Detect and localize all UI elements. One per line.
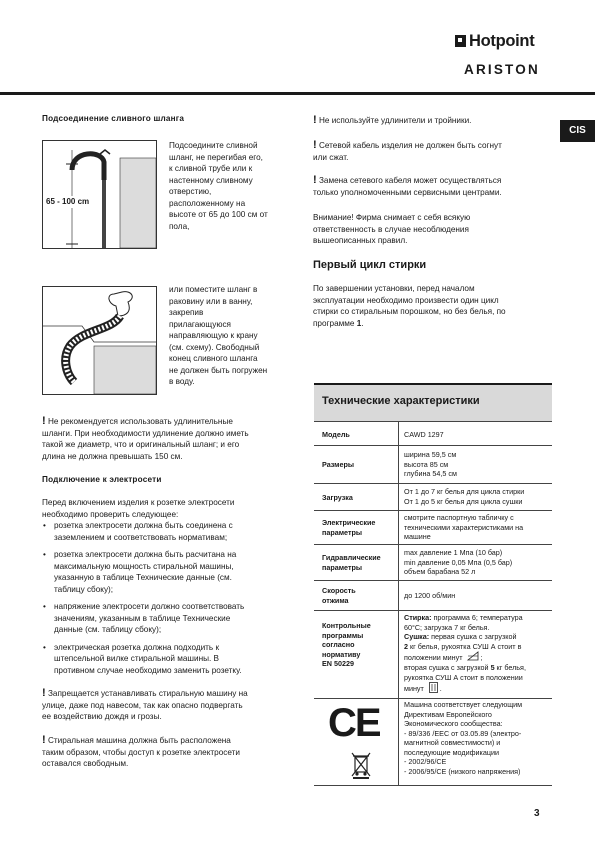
text-line: глубина 54,5 см [404,469,457,478]
text-line: - 2002/96/CE [404,757,447,766]
warning-exclamation-icon: ! [42,687,46,699]
list-item [42,549,312,595]
text-line: стирки со стиральным порошком, но без белья, по [313,307,506,316]
text-line: • электрическая розетка должна подходить к [54,642,220,652]
list-item [42,601,312,636]
text-line: направляющую к крану [169,331,258,340]
text-line: вторая сушка с загрузкой [404,663,491,672]
text-line: вышеописанных правил. [313,236,408,245]
text-line: улице, даже под навесом, так как опасно подвергать [42,700,243,710]
height-range-label: 65 - 100 cm [46,197,90,206]
text-line: эксплуатации необходимо произвести один цикл [313,295,499,305]
text-line: таблицу сбоку); [54,584,114,594]
warning-exclamation-icon: ! [42,415,46,427]
spec-value: Стирка: программа 6; температура 60°C; загрузка 7 кг белья. Сушка: первая сушка с загрузкой 2 кг белья, рукоятка СУШ А стоит в положении минут ; вторая сушка с загрузкой 5 кг белья, рукоятка СУШ А стоит в положении минут . [404,613,552,694]
list-item [42,520,312,543]
spec-value [404,700,552,776]
attention-note [313,212,553,247]
text-line: первая сушка с загрузкой [429,632,517,641]
spec-row-hydraulic [314,545,552,581]
warning-exclamation-icon: ! [313,114,317,126]
text-line: высоте от 65 до 100 см от [169,210,268,219]
text-line: шланги. При необходимости удлинение должно иметь [42,428,249,438]
text-line: данные (см. таблицу сбоку); [54,625,162,634]
warning-access [42,735,312,770]
text-line: Не рекомендуется использовать удлинительные [47,417,233,426]
text-line: значениям, указанным в таблице Технические [54,613,231,623]
text-line: не должен быть погружен [169,365,268,375]
warning-cable-replacement [313,175,553,198]
text-line: Машина соответствует следующим [404,700,523,709]
text-line: - 89/336 /EEC от 03.05.89 (электро- [404,728,522,738]
text-line: От 1 до 7 кг белья для цикла стирки [404,487,525,496]
text-line: в воду. [169,377,195,386]
text-line: минут [404,684,424,693]
brand-sub: ARISTON [464,62,540,77]
text-line: рукоятка СУШ А стоит в положении [404,672,523,682]
text-line: отжима [322,595,349,605]
spec-row-dimensions [314,446,552,484]
warning-no-adapters [313,115,553,127]
text-line: необходимо проверить следующее: [42,509,179,519]
text-line: конец сливного шланга [169,354,258,363]
spec-row-load [314,484,552,511]
text-line: указанную в таблице Технические данные (см. [54,573,232,582]
text-line: Экономического сообщества: [404,719,503,728]
text-line: заземлением и соответствовать нормативам; [54,532,228,542]
spec-key [322,621,371,669]
spec-key: Размеры [322,460,355,469]
text-line: таким образом, чтобы доступ к розетке электросети [42,747,240,757]
text-line: (см. схему). Свободный [169,342,260,352]
spec-key [322,553,381,572]
page-number: 3 [534,808,540,819]
text-line: или поместите шланг в [169,285,258,294]
spec-key: Модель [322,430,350,439]
text-line: программа 6; температура [431,613,523,622]
text-line: параметры [322,562,362,572]
drain-sink-illustration [42,286,157,396]
drain-paragraph-1 [169,140,319,232]
electric-intro [42,497,302,520]
text-line: оставался свободным. [42,759,129,768]
text-line: штепсельной вилке стиральной машины. В [54,654,219,663]
first-cycle-text [313,283,558,329]
text-line: машине [404,532,431,541]
text-line: расположенному на [169,198,246,208]
text-line: высота 85 см [404,459,449,469]
spec-value [404,487,552,506]
text-line: ее воздействию дождя и грозы. [42,712,162,721]
text-line: От 1 до 5 кг белья для цикла сушки [404,496,523,506]
spec-value [404,548,552,577]
text-line: объем барабана 52 л [404,567,476,576]
specs-header [314,383,552,421]
text-line: Стиральная машина должна быть расположена [47,736,231,745]
text-line: согласно [322,640,355,649]
logo-square-icon [455,35,466,47]
header-rule [0,92,595,95]
text-line: настенному сливному [169,175,253,185]
text-line: Сушка: [404,632,430,641]
text-line: - 2006/95/CE (низкого напряжения) [404,766,521,776]
text-line: . [361,318,364,328]
dry-time-symbol-icon [467,651,479,661]
text-line: магнитной совместимости) и [404,738,501,747]
text-line: программы [322,630,364,640]
spec-row-electrical [314,511,552,545]
text-line: Электрические [322,518,376,527]
spec-value: CAWD 1297 [404,430,444,439]
drain-figure-1 [42,140,154,248]
text-line: max давление 1 Мпа (10 бар) [404,548,503,557]
text-line: По завершении установки, перед началом [313,284,475,293]
text-line: такой же диаметр, что и оригинальный шланг; и его [42,440,240,449]
warning-outdoor [42,688,312,723]
text-line: последующие модификации [404,747,499,757]
electric-checklist [42,520,312,682]
text-line: максимальную мощность стиральной машины, [54,561,234,571]
text-line: Скорость [322,586,356,595]
warning-exclamation-icon: ! [313,174,317,186]
list-item [42,642,312,677]
spec-value: до 1200 об/мин [404,591,456,600]
language-tab: CIS [560,120,595,142]
text-line: EN 50229 [322,659,354,668]
text-line: смотрите паспортную табличку с [404,513,514,522]
spec-value [404,513,552,542]
text-line: нормативу [322,649,361,659]
text-line: min давление 0,05 Мпа (0,5 бар) [404,557,513,567]
text-line: Запрещается устанавливать стиральную машину на [47,689,248,698]
text-line: прилагающуюся [169,319,231,329]
text-line: закрепив [169,308,204,317]
text-line: Перед включением изделия к розетке электросети [42,498,235,507]
spec-row-spin [314,581,552,611]
dry-mode-symbol-icon [429,682,438,693]
text-line: ширина 59,5 см [404,450,457,459]
text-line: параметры [322,527,362,537]
text-line: 2 [404,641,408,651]
weee-bin-icon [350,751,372,779]
text-line: пола, [169,221,190,231]
text-line: Сетевой кабель изделия не должен быть согнут [318,141,502,150]
spec-value [404,450,552,479]
text-line: Подсоедините сливной [169,141,258,150]
warning-cable-bent [313,140,553,163]
text-line: ответственность в случае несоблюдения [313,224,469,234]
text-line: Не используйте удлинители и тройники. [318,116,472,125]
text-line: отверстию, [169,187,212,196]
text-line: шланг, не перегибая его, [169,152,263,162]
drain-paragraph-2 [169,284,319,388]
specs-title: Технические характеристики [322,395,480,407]
text-line: • напряжение электросети должно соответствовать [54,602,245,611]
text-line: только уполномоченными сервисными центрами. [313,187,502,197]
text-line: кг белья, [494,663,526,672]
brand-top: Hotpoint [469,32,535,50]
text-line: или сжат. [313,152,349,162]
text-line: техническими характеристиками на [404,522,524,532]
brand-logo [455,32,534,51]
table-divider [398,421,399,786]
text-line: к сливной трубе или к [169,164,253,173]
electric-title: Подключение к электросети [42,475,162,484]
text-line: Внимание! Фирма снимает с себя всякую [313,213,471,222]
warning-exclamation-icon: ! [42,734,46,746]
program-number: 1 [356,318,362,328]
drain-figure-2 [42,286,154,394]
text-line: противном случае необходимо заменить розетку. [54,665,242,675]
text-line: кг белья, рукоятка СУШ А стоит в [408,641,522,651]
ce-mark: CE [328,701,380,745]
spec-row-model [314,421,552,446]
spec-key [322,518,375,537]
text-line: Замена сетевого кабеля может осуществляться [318,176,502,185]
text-line: • розетка электросети должна быть расчитана на [54,550,237,559]
text-line: Гидравлические [322,553,381,562]
drain-title: Подсоединение сливного шланга [42,114,185,123]
text-line: раковину или в ванну, [169,296,253,306]
drain-wall-illustration [42,140,157,250]
spec-row-ce [314,699,552,786]
spec-row-control-programs [314,611,552,699]
warning-exclamation-icon: ! [313,139,317,151]
text-line: 5 [490,663,495,672]
text-line: 60°C; загрузка 7 кг белья. [404,622,490,632]
spec-key: Загрузка [322,493,353,502]
text-line: • розетка электросети должна быть соединена с [54,521,233,530]
text-line: Контрольные [322,621,371,630]
warning-extension-hoses [42,416,302,462]
text-line: длина не должна превышать 150 см. [42,451,183,461]
first-cycle-title: Первый цикл стирки [313,259,427,271]
spec-key [322,586,356,605]
text-line: Стирка: [404,613,432,622]
text-line: положении минут [404,653,463,662]
text-line: программе [313,318,357,328]
text-line: Директивам Европейского [404,709,492,719]
